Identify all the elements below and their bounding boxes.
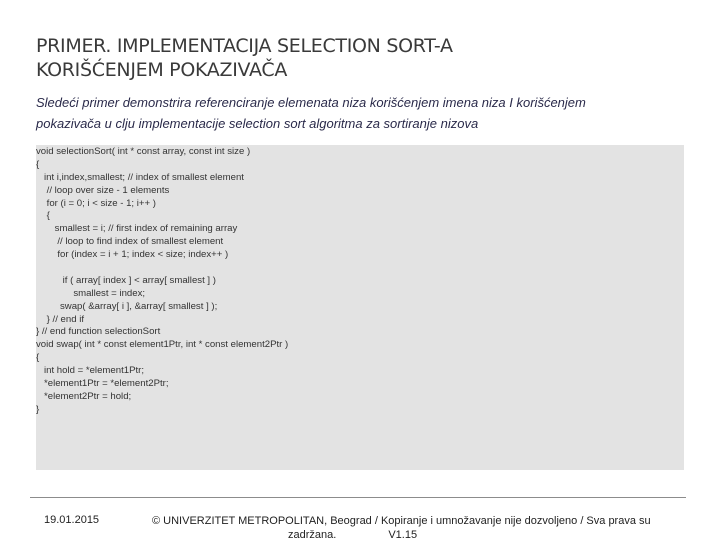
code-line: // loop over size - 1 elements [36,184,170,196]
code-block [36,146,676,417]
code-line [36,262,676,275]
slide-title-line-1: PRIMER. IMPLEMENTACIJA SELECTION SORT-A [36,35,453,57]
code-line: swap( &array[ i ], &array[ smallest ] ); [36,300,218,312]
code-line: { [36,158,40,170]
code-line: int i,index,smallest; // index of smallest element [36,171,244,183]
code-line: } // end if [36,313,84,325]
code-line: int hold = *element1Ptr; [36,365,144,377]
code-line: // loop to find index of smallest element [36,236,224,248]
footer-copyright-line-2-text: zadržana. [288,529,337,541]
code-line: *element1Ptr = *element2Ptr; [36,378,169,390]
code-line: *element2Ptr = hold; [36,390,132,402]
code-line: smallest = index; [36,287,146,299]
intro-text [36,92,686,134]
code-line: { [36,352,40,364]
code-line: for (index = i + 1; index < size; index++ ) [36,249,229,261]
footer-divider [30,497,686,498]
intro-line-2: pokazivača u clju implementacije selection sort algoritma za sortiranje nizova [36,116,479,131]
code-line: smallest = i; // first index of remaining array [36,223,238,235]
footer-copyright [152,514,682,542]
code-line: void selectionSort( int * const array, const int size ) [36,146,251,157]
code-line: void swap( int * const element1Ptr, int * const element2Ptr ) [36,339,289,351]
footer-copyright-line-1: © UNIVERZITET METROPOLITAN, Beograd / Kopiranje i umnožavanje nije dozvoljeno / Sva prava su [152,515,651,527]
slide-title [36,34,686,82]
footer-version: V1.15 [388,529,418,541]
slide-title-line-2: KORIŠĆENJEM POKAZIVAČA [36,59,288,81]
code-line: { [36,210,50,222]
intro-line-1: Sledeći primer demonstrira referenciranje elemenata niza korišćenjem imena niza I korišćenjem [36,95,586,110]
code-line: if ( array[ index ] < array[ smallest ] ) [36,274,216,286]
code-line: } // end function selectionSort [36,326,161,338]
footer-date: 19.01.2015 [44,514,100,526]
code-line: for (i = 0; i < size - 1; i++ ) [36,197,156,209]
code-line: } [36,403,40,415]
